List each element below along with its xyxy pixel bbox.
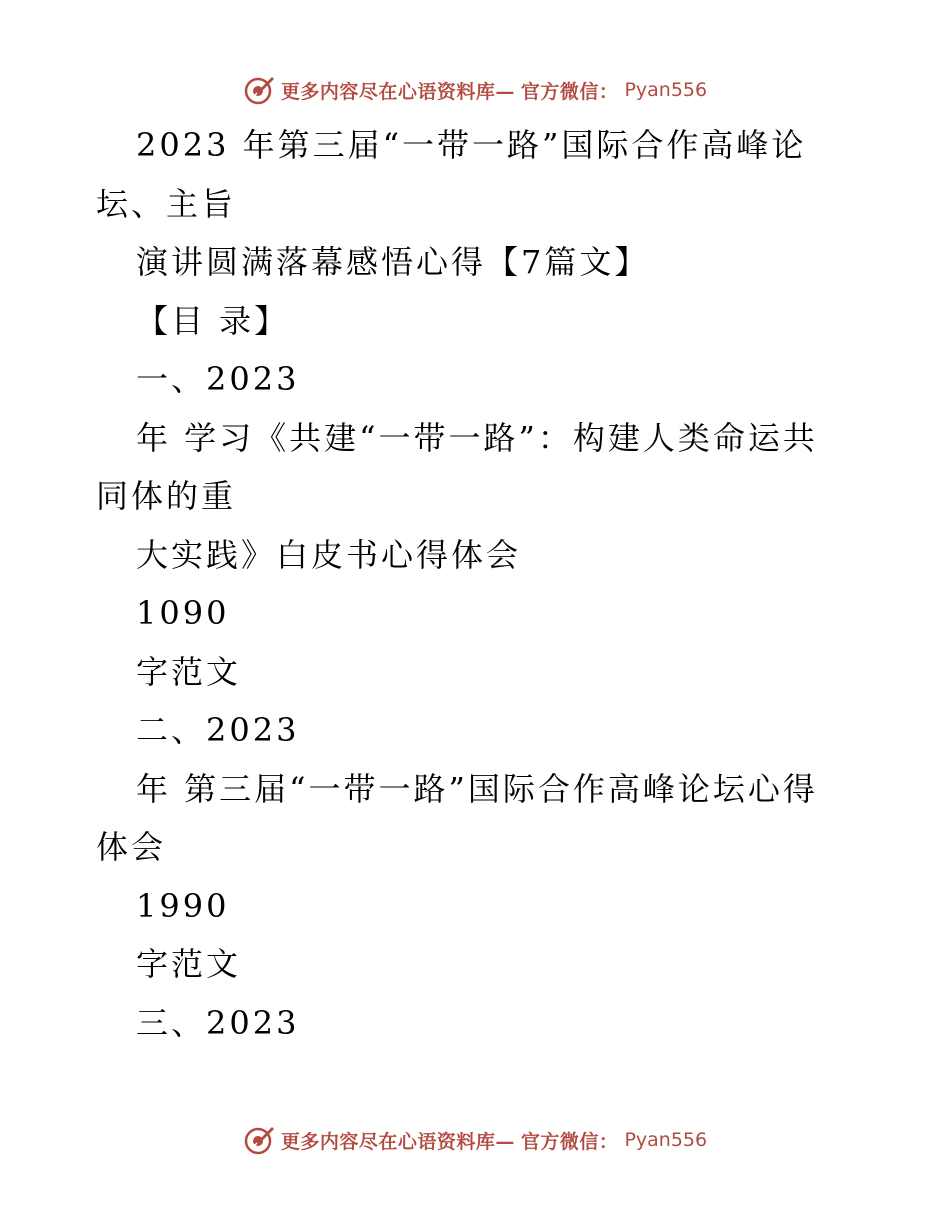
text-line: 1090 xyxy=(136,594,230,632)
text-line: 二、2023 xyxy=(136,711,300,749)
text-line: 【目 录】 xyxy=(136,301,290,340)
text-line: 体会 xyxy=(96,828,167,866)
text-line: 同体的重 xyxy=(96,477,237,515)
text-line: 2023 年第三届“一带一路”国际合作高峰论 xyxy=(136,126,807,164)
text-line: 年 学习《共建“一带一路”：构建人类命运共 xyxy=(136,418,818,457)
text-line: 坛、主旨 xyxy=(96,184,237,223)
text-line: 年 第三届“一带一路”国际合作高峰论坛心得 xyxy=(136,769,818,808)
text-line: 一、2023 xyxy=(136,360,300,398)
header-banner xyxy=(0,70,950,110)
quill-logo-icon xyxy=(243,1124,275,1156)
text-line: 字范文 xyxy=(136,652,242,691)
banner-contact-id: Pyan556 xyxy=(624,79,708,101)
text-line: 1990 xyxy=(136,886,230,925)
quill-logo-icon xyxy=(243,74,275,106)
banner-contact-id: Pyan556 xyxy=(624,1129,708,1151)
banner-contact-label: 官方微信： xyxy=(520,1130,619,1153)
banner-text: 更多内容尽在心语资料库— xyxy=(280,80,515,103)
text-line: 三、2023 xyxy=(136,1003,300,1042)
text-line: 字范文 xyxy=(136,945,242,983)
footer-banner xyxy=(0,1120,950,1160)
banner-contact-label: 官方微信： xyxy=(520,80,619,103)
text-line: 大实践》白皮书心得体会 xyxy=(136,535,522,574)
banner-text: 更多内容尽在心语资料库— xyxy=(280,1130,515,1153)
document-body xyxy=(96,116,856,1052)
text-line: 演讲圆满落幕感悟心得【7篇文】 xyxy=(136,243,650,281)
